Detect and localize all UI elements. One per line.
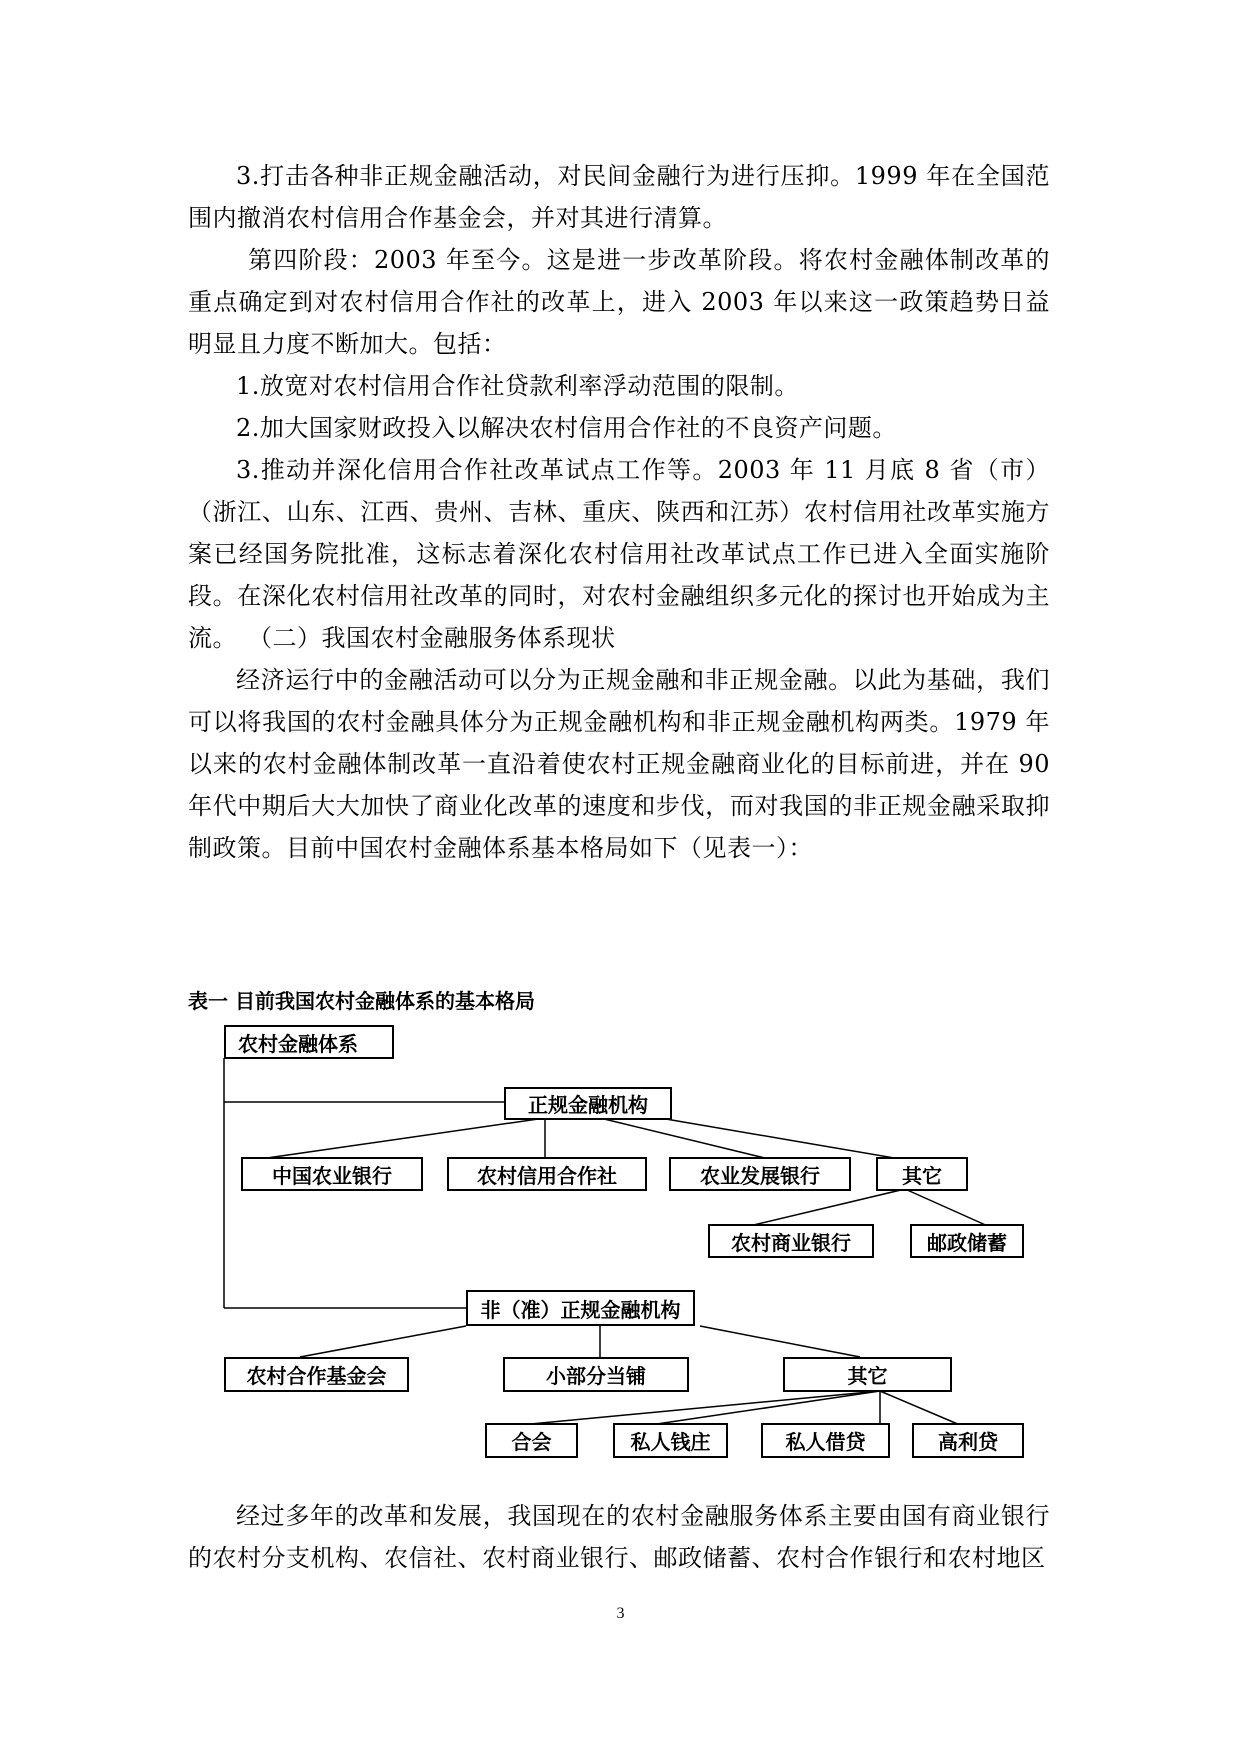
node-informal-other: 其它 bbox=[783, 1357, 952, 1392]
node-formal-other: 其它 bbox=[876, 1157, 968, 1191]
node-rural-commercial-bank: 农村商业银行 bbox=[708, 1224, 874, 1258]
paragraph-1: 3.打击各种非正规金融活动，对民间金融行为进行压抑。1999 年在全国范围内撤消农村信用合作基金会，并对其进行清算。 bbox=[188, 162, 1050, 232]
paragraph-6: 经济运行中的金融活动可以分为正规金融和非正规金融。以此为基础，我们可以将我国的农村金融具体分为正规金融机构和非正规金融机构两类。1979 年以来的农村金融体制改革一直沿着使农村正规金融商业化的目标前进，并在 90 年代中期后大大加快了商业化改革的速度和步伐，而对我国的非正规金融采取抑制政策。目前中国农村金融体系基本格局如下（见表一）： bbox=[188, 666, 1050, 862]
node-formal-institutions: 正规金融机构 bbox=[504, 1087, 672, 1120]
node-usury: 高利贷 bbox=[912, 1423, 1024, 1458]
section-heading: （二）我国农村金融服务体系现状 bbox=[248, 624, 616, 652]
paragraph-3: 1.放宽对农村信用合作社贷款利率浮动范围的限制。 bbox=[236, 372, 799, 400]
page-number: 3 bbox=[616, 1605, 625, 1622]
node-rural-finance-system: 农村金融体系 bbox=[224, 1025, 394, 1059]
node-pawnshops: 小部分当铺 bbox=[503, 1357, 689, 1392]
node-private-banks: 私人钱庄 bbox=[613, 1423, 728, 1458]
node-private-lending: 私人借贷 bbox=[761, 1423, 890, 1458]
node-postal-savings: 邮政储蓄 bbox=[910, 1224, 1024, 1258]
node-development-bank: 农业发展银行 bbox=[669, 1157, 851, 1191]
paragraph-5: 3.推动并深化信用合作社改革试点工作等。2003 年 11 月底 8 省（市）（浙江、山东、江西、贵州、吉林、重庆、陕西和江苏）农村信用社改革实施方案已经国务院批准，这标志着深化农村信用社改革试点工作已进入全面实施阶段。在深化农村信用社改革的同时，对农村金融组织多元化的探讨也开始成为主流。 bbox=[188, 456, 1050, 652]
paragraph-4: 2.加大国家财政投入以解决农村信用合作社的不良资产问题。 bbox=[236, 414, 897, 442]
node-agricultural-bank: 中国农业银行 bbox=[241, 1157, 423, 1191]
table-title: 表一 目前我国农村金融体系的基本格局 bbox=[188, 989, 535, 1013]
node-informal-institutions: 非（准）正规金融机构 bbox=[466, 1290, 695, 1326]
paragraph-7: 经过多年的改革和发展，我国现在的农村金融服务体系主要由国有商业银行的农村分支机构、农信社、农村商业银行、邮政储蓄、农村合作银行和农村地区 bbox=[188, 1502, 1050, 1572]
paragraph-2: 第四阶段：2003 年至今。这是进一步改革阶段。将农村金融体制改革的重点确定到对农村信用合作社的改革上，进入 2003 年以来这一政策趋势日益明显且力度不断加大。包括： bbox=[188, 246, 1050, 358]
node-rural-coop-fund: 农村合作基金会 bbox=[224, 1357, 409, 1392]
node-rotating-savings: 合会 bbox=[485, 1423, 578, 1458]
node-rural-credit-coop: 农村信用合作社 bbox=[447, 1157, 647, 1191]
